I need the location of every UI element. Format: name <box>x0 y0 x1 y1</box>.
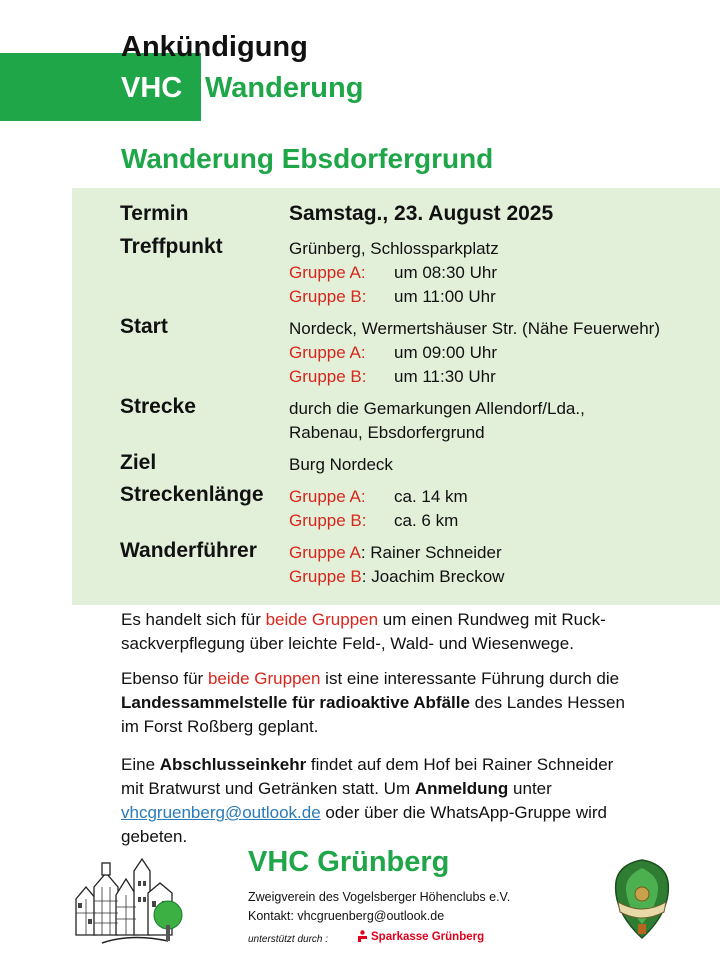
footer-org-name: VHC Grünberg <box>248 846 450 878</box>
bold-landessammelstelle: Landessammelstelle für radioaktive Abfälle <box>121 693 470 712</box>
start-label: Start <box>120 315 168 338</box>
strecke-line2: Rabenau, Ebsdorfergrund <box>289 423 485 442</box>
footer-contact: Kontakt: vhcgruenberg@outlook.de <box>248 909 445 923</box>
bold-abschlusseinkehr: Abschlusseinkehr <box>159 755 307 774</box>
wanderfuehrer-label: Wanderführer <box>120 539 257 562</box>
streckenlaenge-group-a: Gruppe A: <box>289 487 366 506</box>
footer-subtitle: Zweigverein des Vogelsberger Höhenclubs e.V. <box>248 890 511 904</box>
treffpunkt-time-b: um 11:00 Uhr <box>394 287 496 306</box>
sparkasse-logo-icon <box>357 930 368 942</box>
paragraph-fuehrung: Ebenso für beide Gruppen ist eine interessante Führung durch die Landessammelstelle für radioaktive Abfälle des Landes Hessen im Forst Roßberg geplant. <box>121 669 625 736</box>
treffpunkt-time-a: um 08:30 Uhr <box>394 263 497 282</box>
termin-label: Termin <box>120 202 189 225</box>
strecke-line1: durch die Gemarkungen Allendorf/Lda., <box>289 399 585 418</box>
start-group-b: Gruppe B: <box>289 367 367 386</box>
treffpunkt-group-b: Gruppe B: <box>289 287 367 306</box>
start-time-b: um 11:30 Uhr <box>394 367 496 386</box>
page-title: Wanderung Ebsdorfergrund <box>121 143 494 174</box>
ziel-label: Ziel <box>120 451 157 474</box>
streckenlaenge-label: Streckenlänge <box>120 483 264 506</box>
termin-value: Samstag., 23. August 2025 <box>289 202 554 225</box>
town-buildings-icon <box>72 857 190 945</box>
start-group-a: Gruppe A: <box>289 343 366 362</box>
paragraph-route: Es handelt sich für beide Gruppen um einen Rundweg mit Ruck- sackverpflegung über leichte Feld-, Wald- und Wiesenwege. <box>121 610 606 653</box>
sparkasse-logo: Sparkasse Grünberg <box>357 930 484 943</box>
header-vhc: VHC <box>121 72 183 104</box>
wanderfuehrer-name-b: : Joachim Breckow <box>361 567 505 586</box>
footer-support-text: unterstützt durch : <box>248 934 329 945</box>
start-time-a: um 09:00 Uhr <box>394 343 497 362</box>
highlight-beide-gruppen: beide Gruppen <box>265 610 379 629</box>
treffpunkt-label: Treffpunkt <box>120 235 223 258</box>
bold-anmeldung: Anmeldung <box>414 779 509 798</box>
paragraph-abschluss: Eine Abschlusseinkehr findet auf dem Hof bei Rainer Schneider mit Bratwurst und Getränken statt. Um Anmeldung unter vhcgruenberg@outlook.de oder über die WhatsApp-Gruppe wird gebeten. <box>121 755 614 846</box>
highlight-beide-gruppen-2: beide Gruppen <box>207 669 321 688</box>
header-announcement: Ankündigung <box>121 31 308 63</box>
ziel-value: Burg Nordeck <box>289 455 393 474</box>
treffpunkt-place: Grünberg, Schlossparkplatz <box>289 239 499 258</box>
streckenlaenge-group-b: Gruppe B: <box>289 511 367 530</box>
wanderfuehrer-group-a: Gruppe A <box>289 543 361 562</box>
header-wanderung: Wanderung <box>205 72 364 104</box>
strecke-label: Strecke <box>120 395 196 418</box>
streckenlaenge-len-b: ca. 6 km <box>394 511 459 530</box>
email-link[interactable]: vhcgruenberg@outlook.de <box>121 803 321 822</box>
wanderfuehrer-group-b: Gruppe B <box>289 567 362 586</box>
club-emblem-icon <box>610 858 674 940</box>
streckenlaenge-len-a: ca. 14 km <box>394 487 468 506</box>
wanderfuehrer-name-a: : Rainer Schneider <box>360 543 502 562</box>
start-place: Nordeck, Wermertshäuser Str. (Nähe Feuerwehr) <box>289 319 660 338</box>
treffpunkt-group-a: Gruppe A: <box>289 263 366 282</box>
